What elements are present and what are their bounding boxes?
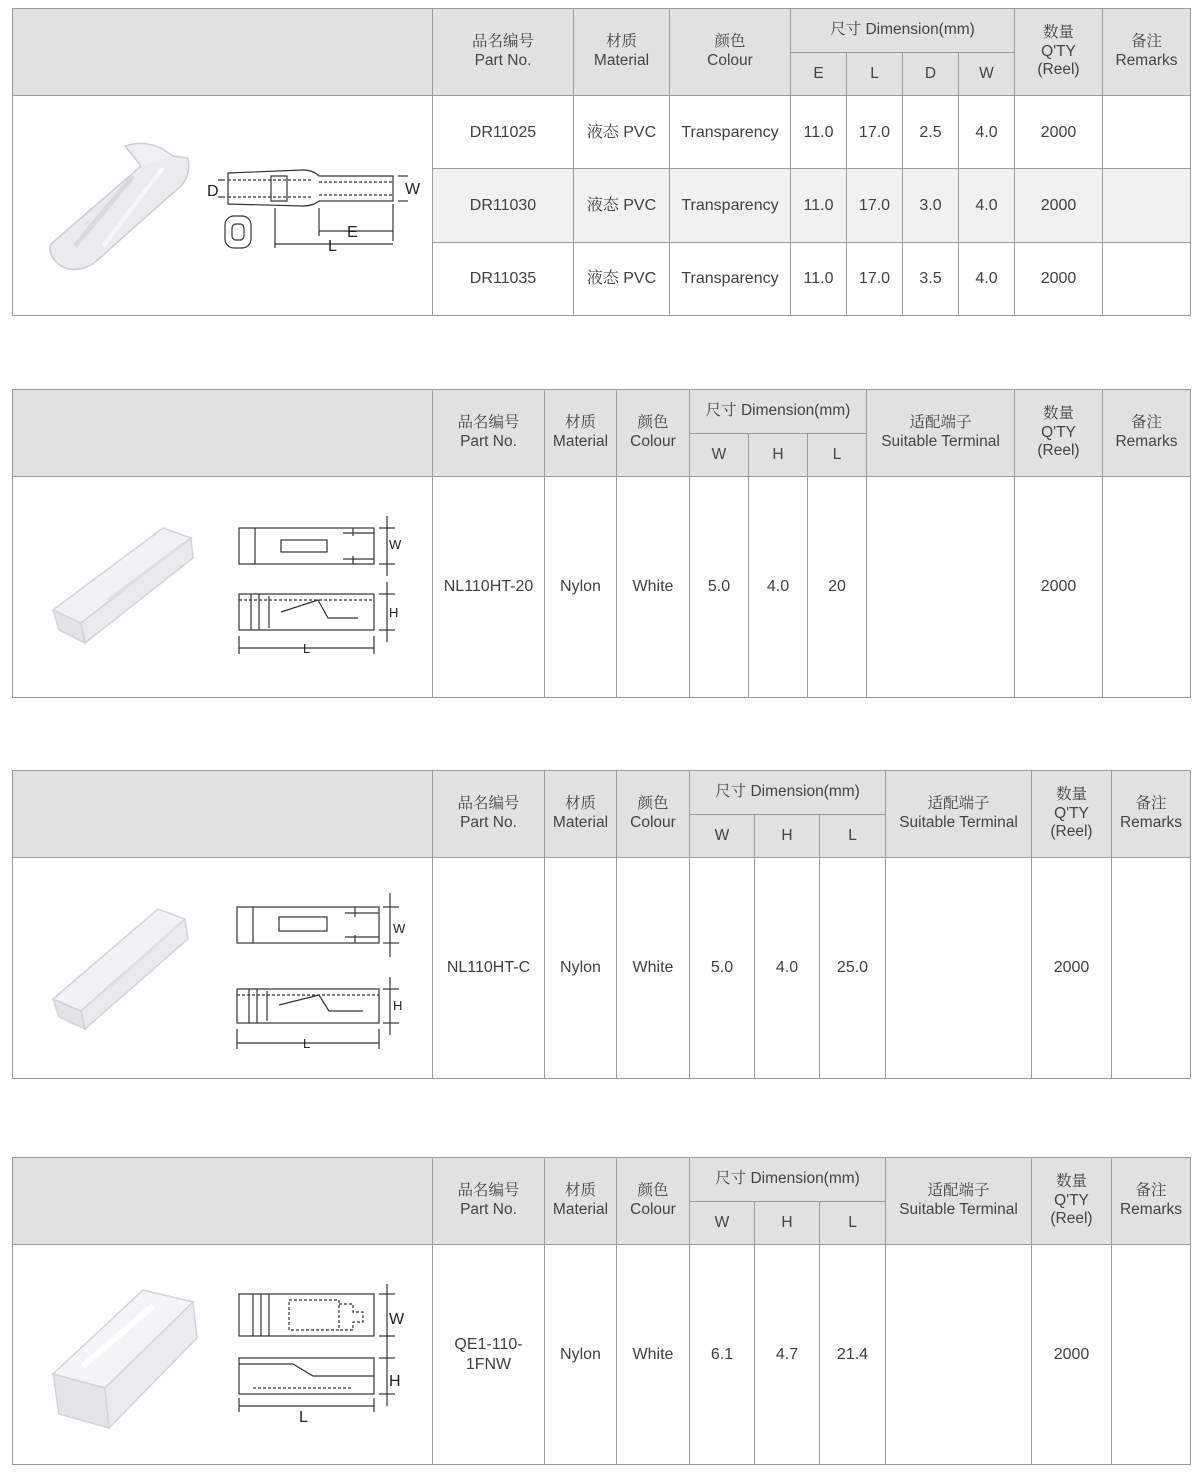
- dim-l-cell: 17.0: [847, 96, 903, 169]
- product-image-cell: [13, 1245, 433, 1465]
- header-dim-h: H: [749, 434, 808, 477]
- qty-cell: 2000: [1032, 858, 1112, 1079]
- product-drawing: [13, 859, 433, 1078]
- header-terminal: 适配端子 Suitable Terminal: [886, 771, 1032, 858]
- drawing-label-h: H: [389, 604, 399, 620]
- material-cell: Nylon: [545, 858, 617, 1079]
- dim-d-cell: 2.5: [903, 96, 959, 169]
- qty-cell: 2000: [1015, 242, 1103, 315]
- header-blank: [13, 390, 433, 477]
- header-blank: [13, 1158, 433, 1245]
- drawing-label-w: W: [393, 920, 406, 936]
- colour-cell: Transparency: [670, 96, 791, 169]
- drawing-label-h: H: [389, 1372, 401, 1390]
- header-colour: 颜色 Colour: [670, 9, 791, 96]
- dim-d-cell: 3.0: [903, 169, 959, 242]
- header-dimension: 尺寸 Dimension(mm): [690, 1158, 886, 1202]
- header-part-no: 品名编号 Part No.: [433, 1158, 545, 1245]
- spec-table-qe1-110: [12, 1157, 1191, 1465]
- qty-cell: 2000: [1015, 169, 1103, 242]
- header-dim-l: L: [820, 1202, 886, 1245]
- dim-w-cell: 4.0: [959, 242, 1015, 315]
- header-part-no: 品名编号 Part No.: [433, 9, 574, 96]
- product-photo: [53, 1290, 197, 1428]
- header-dim-h: H: [755, 1202, 820, 1245]
- header-part-no: 品名编号 Part No.: [433, 390, 545, 477]
- technical-drawing: [237, 893, 399, 1049]
- drawing-label-e: E: [347, 224, 358, 241]
- product-photo: [50, 143, 189, 269]
- dim-w-cell: 5.0: [690, 858, 755, 1079]
- header-dimension: 尺寸 Dimension(mm): [791, 9, 1015, 53]
- header-dim-l: L: [847, 53, 903, 96]
- table-row: [13, 96, 1191, 169]
- material-cell: 液态 PVC: [574, 242, 670, 315]
- dim-w-cell: 6.1: [690, 1245, 755, 1465]
- drawing-label-l: L: [303, 1035, 311, 1051]
- remarks-cell: [1103, 169, 1191, 242]
- header-dim-w: W: [690, 815, 755, 858]
- material-cell: Nylon: [545, 477, 617, 698]
- header-terminal: 适配端子 Suitable Terminal: [867, 390, 1015, 477]
- header-dim-w: W: [690, 434, 749, 477]
- part-no-cell: NL110HT-20: [433, 477, 545, 698]
- header-material: 材质 Material: [545, 1158, 617, 1245]
- part-no-cell: DR11035: [433, 242, 574, 315]
- part-no-cell: DR11025: [433, 96, 574, 169]
- header-colour: 颜色 Colour: [617, 771, 690, 858]
- drawing-label-h: H: [393, 997, 403, 1013]
- product-image-cell: [13, 96, 433, 316]
- drawing-label-w: W: [405, 181, 421, 198]
- qty-cell: 2000: [1015, 477, 1103, 698]
- remarks-cell: [1112, 858, 1191, 1079]
- header-qty: 数量 Q'TY (Reel): [1015, 9, 1103, 96]
- drawing-label-w: W: [389, 536, 402, 552]
- qty-cell: 2000: [1015, 96, 1103, 169]
- header-remarks: 备注 Remarks: [1112, 771, 1191, 858]
- material-cell: 液态 PVC: [574, 96, 670, 169]
- header-qty: 数量 Q'TY (Reel): [1032, 1158, 1112, 1245]
- header-remarks: 备注 Remarks: [1112, 1158, 1191, 1245]
- colour-cell: Transparency: [670, 169, 791, 242]
- technical-drawing: [239, 516, 395, 654]
- material-cell: Nylon: [545, 1245, 617, 1465]
- colour-cell: White: [617, 1245, 690, 1465]
- header-dimension: 尺寸 Dimension(mm): [690, 390, 867, 434]
- part-no-cell: DR11030: [433, 169, 574, 242]
- spec-table-dr110: [12, 8, 1191, 316]
- header-dim-e: E: [791, 53, 847, 96]
- header-material: 材质 Material: [574, 9, 670, 96]
- colour-cell: Transparency: [670, 242, 791, 315]
- dim-l-cell: 17.0: [847, 169, 903, 242]
- terminal-cell: [886, 1245, 1032, 1465]
- drawing-label-l: L: [299, 1408, 308, 1426]
- dim-e-cell: 11.0: [791, 242, 847, 315]
- header-dim-w: W: [959, 53, 1015, 96]
- header-material: 材质 Material: [545, 771, 617, 858]
- header-dim-l: L: [820, 815, 886, 858]
- remarks-cell: [1103, 477, 1191, 698]
- dim-d-cell: 3.5: [903, 242, 959, 315]
- header-remarks: 备注 Remarks: [1103, 390, 1191, 477]
- terminal-cell: [886, 858, 1032, 1079]
- dim-h-cell: 4.0: [755, 858, 820, 1079]
- dim-l-cell: 25.0: [820, 858, 886, 1079]
- product-photo: [53, 528, 193, 643]
- part-no-cell: NL110HT-C: [433, 858, 545, 1079]
- product-drawing: [13, 478, 433, 697]
- material-cell: 液态 PVC: [574, 169, 670, 242]
- drawing-label-l: L: [303, 640, 311, 656]
- header-blank: [13, 9, 433, 96]
- header-dim-w: W: [690, 1202, 755, 1245]
- header-part-no: 品名编号 Part No.: [433, 771, 545, 858]
- qty-cell: 2000: [1032, 1245, 1112, 1465]
- header-colour: 颜色 Colour: [617, 390, 690, 477]
- dim-w-cell: 5.0: [690, 477, 749, 698]
- dim-e-cell: 11.0: [791, 96, 847, 169]
- remarks-cell: [1103, 242, 1191, 315]
- product-image-cell: [13, 858, 433, 1079]
- dim-h-cell: 4.0: [749, 477, 808, 698]
- dim-e-cell: 11.0: [791, 169, 847, 242]
- product-image-cell: [13, 477, 433, 698]
- header-blank: [13, 771, 433, 858]
- header-dimension: 尺寸 Dimension(mm): [690, 771, 886, 815]
- header-dim-d: D: [903, 53, 959, 96]
- colour-cell: White: [617, 477, 690, 698]
- header-colour: 颜色 Colour: [617, 1158, 690, 1245]
- table-row: [13, 1245, 1191, 1465]
- colour-cell: White: [617, 858, 690, 1079]
- dim-l-cell: 20: [808, 477, 867, 698]
- header-terminal: 适配端子 Suitable Terminal: [886, 1158, 1032, 1245]
- product-drawing: [13, 96, 433, 315]
- dim-l-cell: 17.0: [847, 242, 903, 315]
- remarks-cell: [1112, 1245, 1191, 1465]
- spec-table-nl110ht-20: [12, 389, 1191, 698]
- remarks-cell: [1103, 96, 1191, 169]
- header-dim-h: H: [755, 815, 820, 858]
- header-dim-l: L: [808, 434, 867, 477]
- spec-table-nl110ht-c: [12, 770, 1191, 1079]
- dim-h-cell: 4.7: [755, 1245, 820, 1465]
- header-qty: 数量 Q'TY (Reel): [1032, 771, 1112, 858]
- drawing-label-d: D: [207, 183, 219, 200]
- header-remarks: 备注 Remarks: [1103, 9, 1191, 96]
- part-no-cell: QE1-110-1FNW: [433, 1245, 545, 1465]
- dim-w-cell: 4.0: [959, 96, 1015, 169]
- drawing-label-w: W: [389, 1310, 405, 1328]
- header-qty: 数量 Q'TY (Reel): [1015, 390, 1103, 477]
- table-row: [13, 858, 1191, 1079]
- technical-drawing: [239, 1284, 395, 1412]
- table-row: [13, 477, 1191, 698]
- technical-drawing: [218, 170, 408, 248]
- drawing-label-l: L: [328, 238, 337, 255]
- terminal-cell: [867, 477, 1015, 698]
- product-photo: [53, 909, 188, 1029]
- product-drawing: [13, 1246, 433, 1464]
- header-material: 材质 Material: [545, 390, 617, 477]
- dim-w-cell: 4.0: [959, 169, 1015, 242]
- dim-l-cell: 21.4: [820, 1245, 886, 1465]
